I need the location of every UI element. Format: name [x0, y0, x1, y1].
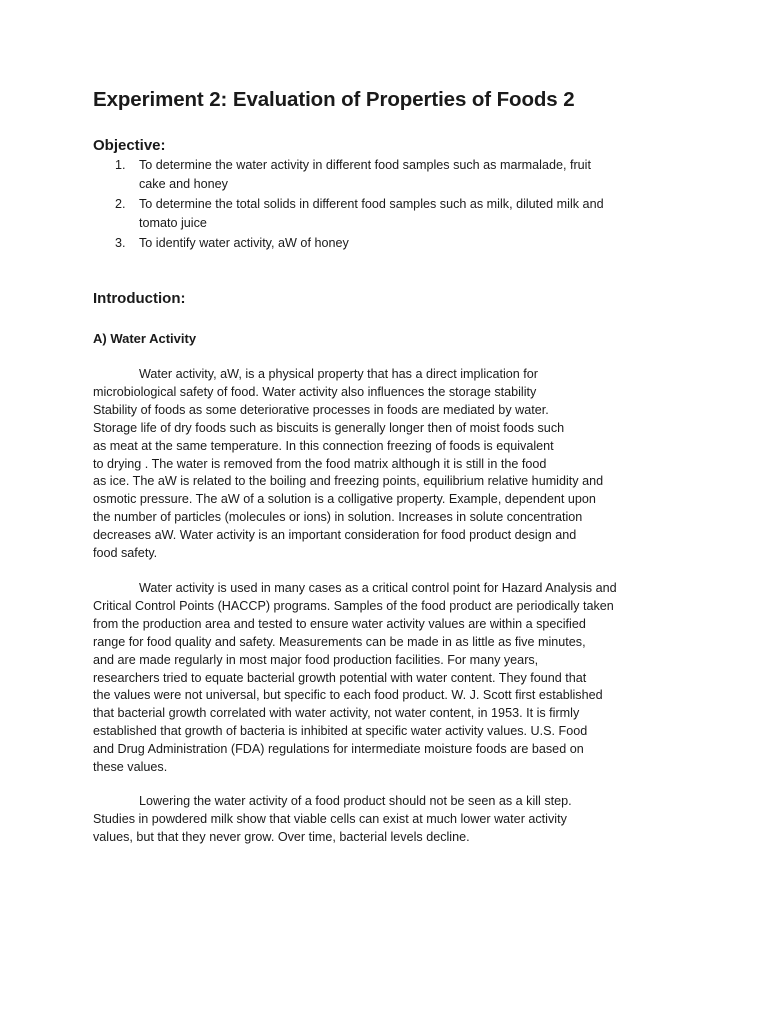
paragraph-line: researchers tried to equate bacterial growth potential with water content. They found that — [93, 670, 587, 685]
paragraph-line: from the production area and tested to ensure water activity values are within a specified — [93, 616, 586, 631]
paragraph-line: Water activity is used in many cases as a critical control point for Hazard Analysis and — [139, 581, 617, 595]
water-activity-subheading: A) Water Activity — [93, 331, 197, 346]
paragraph — [93, 580, 683, 777]
paragraph-line: to drying . The water is removed from the food matrix although it is still in the food — [93, 456, 547, 471]
document-title: Experiment 2: Evaluation of Properties of Foods 2 — [93, 88, 575, 111]
paragraph-line: established that growth of bacteria is inhibited at specific water activity values. U.S. Food — [93, 724, 588, 739]
paragraph-line: and Drug Administration (FDA) regulations for intermediate moisture foods are based on — [93, 742, 584, 757]
objective-item-line: cake and honey — [139, 177, 228, 192]
paragraph-line: Studies in powdered milk show that viable cells can exist at much lower water activity — [93, 811, 567, 826]
objective-item — [93, 195, 683, 234]
objective-item-line: To determine the water activity in different food samples such as marmalade, fruit — [139, 158, 591, 172]
paragraph-line: Storage life of dry foods such as biscuits is generally longer then of moist foods such — [93, 420, 565, 435]
paragraph — [93, 366, 683, 563]
paragraph-line: the values were not universal, but specific to each food product. W. J. Scott first established — [93, 688, 603, 703]
paragraph-line: Critical Control Points (HACCP) programs. Samples of the food product are periodically taken — [93, 598, 614, 613]
objective-item-line: To identify water activity, aW of honey — [139, 235, 349, 250]
paragraph-line: range for food quality and safety. Measurements can be made in as little as five minutes, — [93, 634, 586, 649]
objective-item-number: 3. — [115, 235, 126, 250]
objective-item-line: To determine the total solids in different food samples such as milk, diluted milk and — [139, 196, 604, 211]
paragraph-line: Stability of foods as some deteriorative processes in foods are mediated by water. — [93, 402, 549, 417]
paragraph-line: osmotic pressure. The aW of a solution is a colligative property. Example, dependent upon — [93, 492, 596, 507]
paragraph-line: values, but that they never grow. Over time, bacterial levels decline. — [93, 829, 470, 844]
paragraph-line: decreases aW. Water activity is an important consideration for food product design and — [93, 528, 577, 543]
paragraph-line: microbiological safety of food. Water activity also influences the storage stability — [93, 384, 537, 399]
paragraph-line: that bacterial growth correlated with water activity, not water content, in 1953. It is firmly — [93, 706, 580, 721]
paragraph-line: food safety. — [93, 546, 158, 561]
introduction-heading: Introduction: — [93, 290, 186, 307]
objective-heading: Objective: — [93, 137, 166, 154]
paragraph-line: and are made regularly in most major food production facilities. For many years, — [93, 652, 539, 667]
paragraph-line: the number of particles (molecules or ions) in solution. Increases in solute concentration — [93, 510, 583, 525]
objective-item-number: 2. — [115, 196, 126, 211]
objective-item-line: tomato juice — [139, 216, 207, 231]
objective-item — [93, 156, 683, 195]
paragraph-line: Water activity, aW, is a physical property that has a direct implication for — [139, 367, 538, 381]
paragraph-line: as meat at the same temperature. In this connection freezing of foods is equivalent — [93, 438, 554, 453]
paragraph-line: these values. — [93, 760, 168, 775]
paragraph-line: as ice. The aW is related to the boiling and freezing points, equilibrium relative humidity and — [93, 474, 604, 489]
paragraph — [93, 793, 683, 847]
objective-item — [93, 234, 683, 253]
objective-list — [93, 156, 683, 253]
paragraph-line: Lowering the water activity of a food product should not be seen as a kill step. — [139, 794, 572, 808]
objective-item-number: 1. — [115, 158, 126, 172]
